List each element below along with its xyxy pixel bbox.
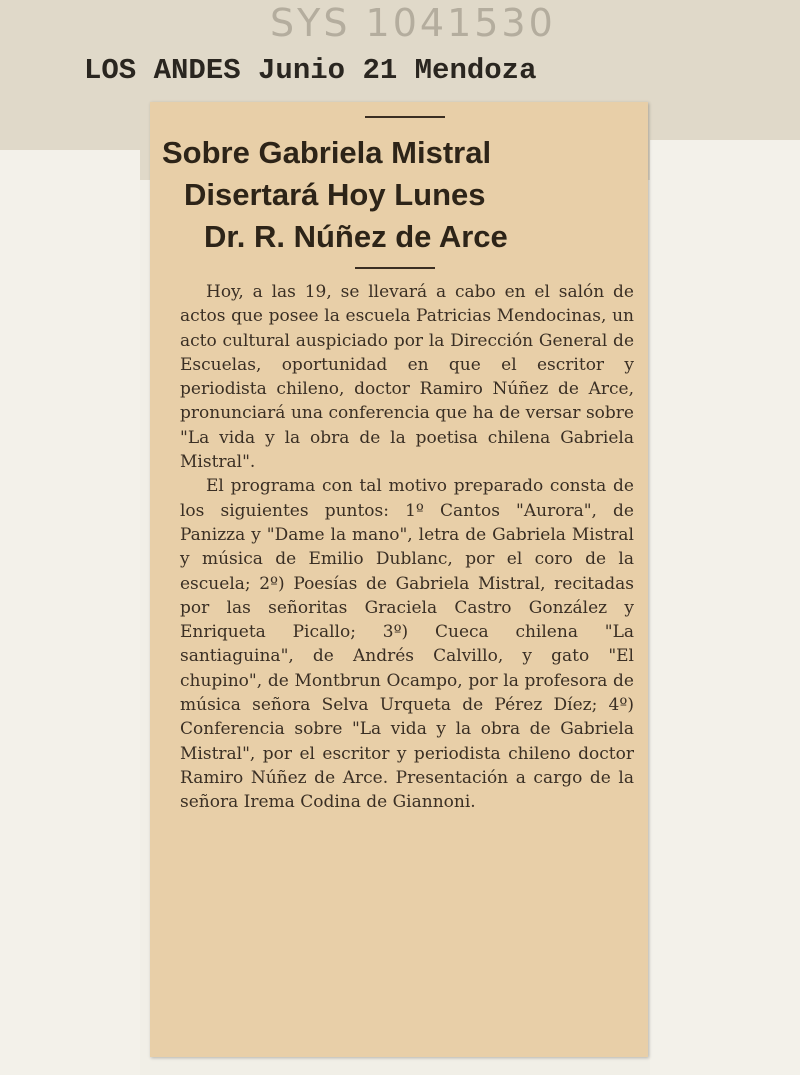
article-paragraph: El programa con tal motivo preparado consta de los siguientes puntos: 1º Cantos "Aurora", de Panizza y "Dame la mano", letra de Gabriela Mistral y música de Emilio Dublanc, por el coro de la escuela; 2º) Poesías de Gabriela Mistral, recitadas por las señoritas Graciela Castro González y Enriqueta Picallo; 3º) Cueca chilena "La santiaguina", de Andrés Calvillo, y gato "El chupino", de Montbrun Ocampo, por la profesora de música señora Selva Urqueta de Pérez Díez; 4º) Conferencia sobre "La vida y la obra de Gabriela Mistral", por el escritor y periodista chileno doctor Ramiro Núñez de Arce. Presentación a cargo de la señora Irema Codina de Giannoni. (180, 476, 634, 813)
headline-line: Dr. R. Núñez de Arce (204, 219, 508, 254)
headline-line: Disertará Hoy Lunes (184, 177, 486, 212)
source-stamp: LOS ANDES Junio 21 Mendoza (84, 54, 537, 87)
newspaper-clipping (150, 102, 648, 1057)
mount-board-left (0, 150, 140, 1075)
divider-rule (365, 116, 445, 118)
archive-code-handwritten: SYS 1041530 (270, 1, 556, 45)
article-body (180, 280, 634, 1040)
article-headline (160, 132, 640, 258)
mount-board-right (650, 140, 800, 1075)
divider-rule (355, 267, 435, 269)
headline-line: Sobre Gabriela Mistral (162, 135, 492, 170)
article-paragraph: Hoy, a las 19, se llevará a cabo en el salón de actos que posee la escuela Patricias Mendocinas, un acto cultural auspiciado por la Dirección General de Escuelas, oportunidad en que el escritor y periodista chileno, doctor Ramiro Núñez de Arce, pronunciará una conferencia que ha de versar sobre "La vida y la obra de la poetisa chilena Gabriela Mistral". (180, 282, 634, 473)
